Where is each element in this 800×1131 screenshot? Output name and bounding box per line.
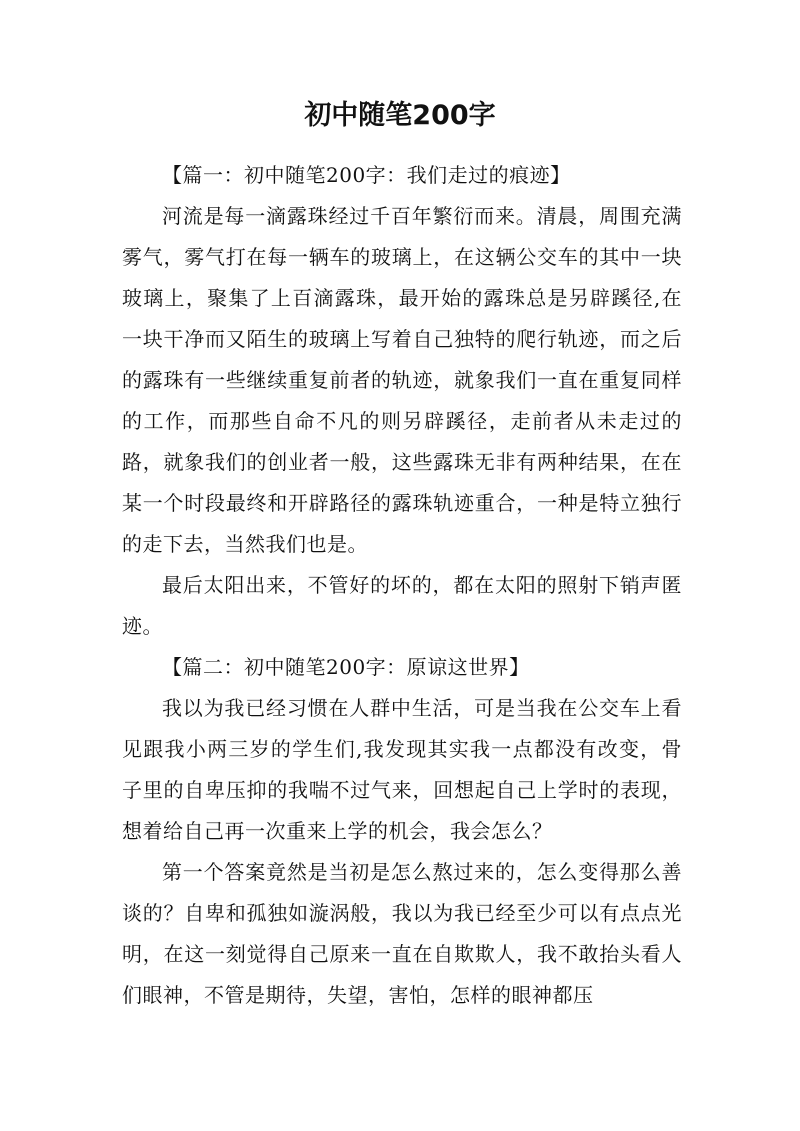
- document-title: 初中随笔200字: [304, 100, 496, 131]
- paragraph: 最后太阳出来，不管好的坏的，都在太阳的照射下销声匿迹。: [122, 573, 682, 638]
- document-body: [122, 155, 682, 1016]
- section-heading-1: 【篇一：初中随笔200字：我们走过的痕迹】: [162, 163, 571, 187]
- section-heading-2: 【篇二：初中随笔200字：原谅这世界】: [162, 655, 530, 679]
- paragraph: 我以为我已经习惯在人群中生活，可是当我在公交车上看见跟我小两三岁的学生们,我发现其实我一点都没有改变，骨子里的自卑压抑的我喘不过气来，回想起自己上学时的表现，想着给自己再一次重来上学的机会，我会怎么？: [122, 696, 682, 843]
- paragraph: 河流是每一滴露珠经过千百年繁衍而来。清晨，周围充满雾气，雾气打在每一辆车的玻璃上，在这辆公交车的其中一块玻璃上，聚集了上百滴露珠，最开始的露珠总是另辟蹊径,在一块干净而又陌生的玻璃上写着自己独特的爬行轨迹，而之后的露珠有一些继续重复前者的轨迹，就象我们一直在重复同样的工作，而那些自命不凡的则另辟蹊径，走前者从未走过的路，就象我们的创业者一般，这些露珠无非有两种结果，在在某一个时段最终和开辟路径的露珠轨迹重合，一种是特立独行的走下去，当然我们也是。: [122, 204, 682, 556]
- paragraph: 第一个答案竟然是当初是怎么熬过来的，怎么变得那么善谈的？自卑和孤独如漩涡般，我以为我已经至少可以有点点光明，在这一刻觉得自己原来一直在自欺欺人，我不敢抬头看人们眼神，不管是期待，失望，害怕，怎样的眼神都压: [122, 860, 682, 1007]
